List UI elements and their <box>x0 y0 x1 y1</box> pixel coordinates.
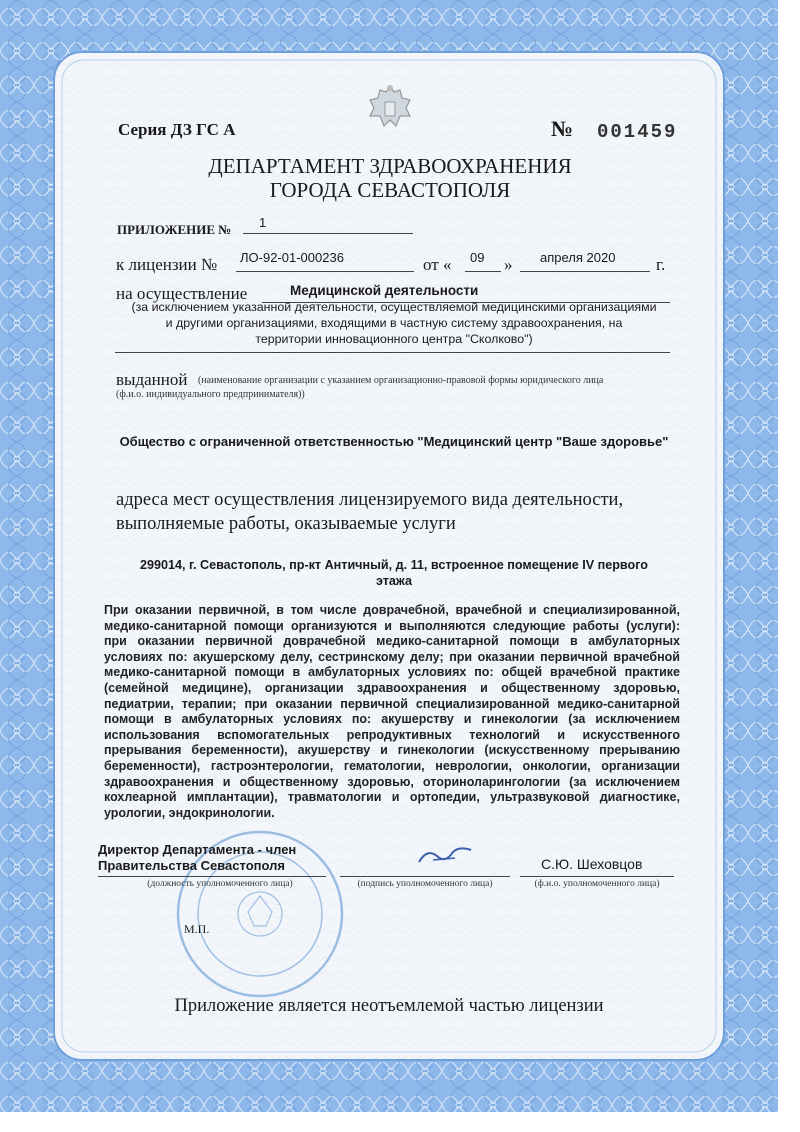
license-number: ЛО-92-01-000236 <box>240 250 344 265</box>
address-line1: 299014, г. Севастополь, пр-кт Античный, д. 11, встроенное помещение IV первого <box>140 558 648 572</box>
caption-name: (ф.и.о. уполномоченного лица) <box>534 879 660 889</box>
department-title-line1: ДЕПАРТАМЕНТ ЗДРАВООХРАНЕНИЯ <box>208 154 572 178</box>
date-day-line <box>465 271 501 272</box>
activity-value: Медицинской деятельности <box>290 283 479 298</box>
emblem-icon <box>360 80 420 140</box>
date-month-year: апреля 2020 <box>540 250 616 265</box>
department-title-line2: ГОРОДА СЕВАСТОПОЛЯ <box>269 178 511 202</box>
date-month-line <box>520 271 650 272</box>
services-text: При оказании первичной, в том числе доврачебной, врачебной и специализированной, медико-санитарной помощи организуются и выполняются следующие работы (услуги): при оказании первичной доврачебной медико-санитарной помощи в амбулаторных условиях по: акушерскому делу, сестринскому делу; при оказании первичной врачебной медико-санитарной помощи в амбулаторных условиях по: общей врачебной практике (семейной медицине), организации здравоохранения и общественному здоровью, педиатрии, терапии; при оказании первичной специализированной медико-санитарной помощи в амбулаторных условиях по: акушерству и гинекологии (за исключением использования вспомогательных репродуктивных технологий и искусственного прерывания беременности), акушерству и гинекологии (искусственному прерыванию беременности), гастроэнтерологии, гематологии, неврологии, онкологии, организации здравоохранения и общественному здоровью, оториноларингологии (за исключением кохлеарной имплантации), травматологии и ортопедии, ультразвуковой диагностике, урологии, эндокринологии. <box>104 603 680 820</box>
activity-note-line3: территории инновационного центра "Сколково") <box>255 332 533 346</box>
signature-line <box>340 876 510 877</box>
addresses-heading-line1: адреса мест осуществления лицензируемого вида деятельности, <box>116 490 624 510</box>
signer-position-line1: Директор Департамента - член <box>98 842 297 857</box>
issued-note-line2: (ф.и.о. индивидуального предпринимателя)) <box>116 389 305 400</box>
addresses-heading-line2: выполняемые работы, оказываемые услуги <box>116 514 456 534</box>
name-line <box>520 876 674 877</box>
license-label: к лицензии № <box>116 255 218 274</box>
series-label: Серия ДЗ ГС А <box>118 120 236 139</box>
footer-note: Приложение является неотъемлемой частью лицензии <box>174 996 604 1016</box>
stamp-place-label: М.П. <box>184 922 210 936</box>
signer-position-line2: Правительства Севастополя <box>98 858 285 873</box>
signature-icon <box>415 842 475 868</box>
activity-note-line1: (за исключением указанной деятельности, осуществляемой медицинскими организациями <box>131 300 657 314</box>
appendix-label: ПРИЛОЖЕНИЕ № <box>117 222 232 237</box>
signer-name: С.Ю. Шеховцов <box>541 856 643 872</box>
appendix-number-line <box>243 233 413 234</box>
year-suffix: г. <box>656 255 666 274</box>
date-day: 09 <box>470 250 485 265</box>
from-label: от « <box>423 255 452 274</box>
issued-note-line1: (наименование организации с указанием организационно-правовой формы юридического лица <box>198 375 604 386</box>
document-number: 001459 <box>597 121 678 143</box>
caption-position: (должность уполномоченного лица) <box>147 879 293 889</box>
activity-note-line <box>115 352 670 353</box>
address-line2: этажа <box>375 574 413 588</box>
number-sign: № <box>551 116 574 141</box>
position-line <box>98 876 326 877</box>
organization-name: Общество с ограниченной ответственностью "Медицинский центр "Ваше здоровье" <box>119 434 669 449</box>
appendix-number: 1 <box>259 215 267 230</box>
activity-label: на осуществление <box>116 284 248 303</box>
issued-label: выданной <box>116 370 188 389</box>
activity-note-line2: и другими организациями, входящими в частную систему здравоохранения, на <box>165 316 623 330</box>
caption-signature: (подпись уполномоченного лица) <box>357 879 493 889</box>
license-number-line <box>236 271 414 272</box>
date-close-quote: » <box>504 255 513 274</box>
